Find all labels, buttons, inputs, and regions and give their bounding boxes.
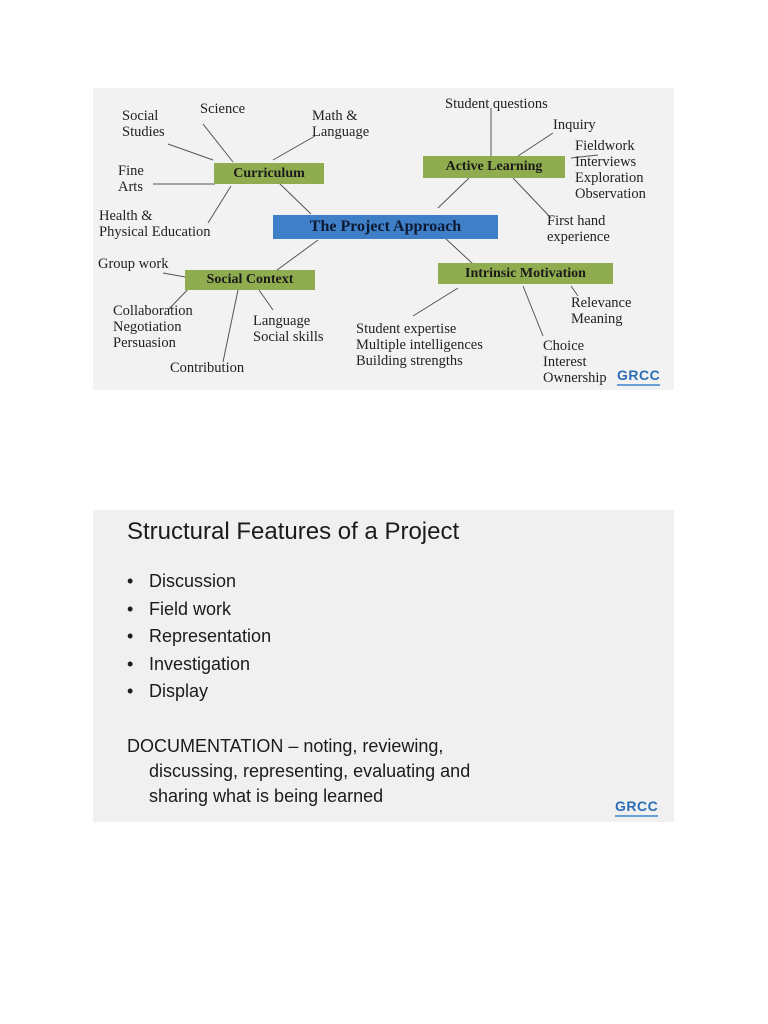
feature-list xyxy=(127,568,271,706)
label-math-language: Math & Language xyxy=(312,108,370,140)
label-inquiry: Inquiry xyxy=(553,117,596,133)
center-project-approach: The Project Approach xyxy=(273,215,498,239)
hub-curriculum: Curriculum xyxy=(214,163,324,184)
concept-map-slide xyxy=(93,88,674,390)
label-student-expertise-group: Student expertise Multiple intelligences Building strengths xyxy=(356,321,483,369)
label-language-social-skills: Language Social skills xyxy=(253,313,324,345)
label-health-physical-education: Health & Physical Education xyxy=(99,208,211,240)
hub-social-context: Social Context xyxy=(185,270,315,290)
grcc-logo: GRCC xyxy=(617,367,660,386)
documentation-text: DOCUMENTATION – noting, reviewing, discussing, representing, evaluating and sharing what is being learned xyxy=(127,736,471,806)
label-science: Science xyxy=(200,101,246,117)
label-group-work: Group work xyxy=(98,256,169,272)
slide-title: Structural Features of a Project xyxy=(127,518,460,545)
list-item: • Discussion xyxy=(127,571,237,591)
grcc-logo: GRCC xyxy=(615,798,658,817)
structural-features-slide xyxy=(93,510,674,822)
label-first-hand-experience: First hand experience xyxy=(547,213,610,245)
label-relevance-group: Relevance Meaning xyxy=(571,295,632,327)
list-item: • Investigation xyxy=(127,653,251,674)
list-item: • Representation xyxy=(127,626,272,646)
hub-active-learning: Active Learning xyxy=(423,156,565,178)
hub-intrinsic-motivation: Intrinsic Motivation xyxy=(438,263,613,284)
label-fine-arts: Fine Arts xyxy=(118,163,144,195)
label-fieldwork-group: Fieldwork Interviews Exploration Observation xyxy=(575,138,646,202)
label-student-questions: Student questions xyxy=(445,96,548,112)
list-item: • Field work xyxy=(127,598,232,619)
list-item: • Display xyxy=(127,681,209,701)
label-collaboration-group: Collaboration Negotiation Persuasion xyxy=(113,303,193,351)
label-social-studies: Social Studies xyxy=(122,108,165,140)
label-choice-group: Choice Interest Ownership xyxy=(543,338,607,386)
label-contribution: Contribution xyxy=(170,360,245,376)
